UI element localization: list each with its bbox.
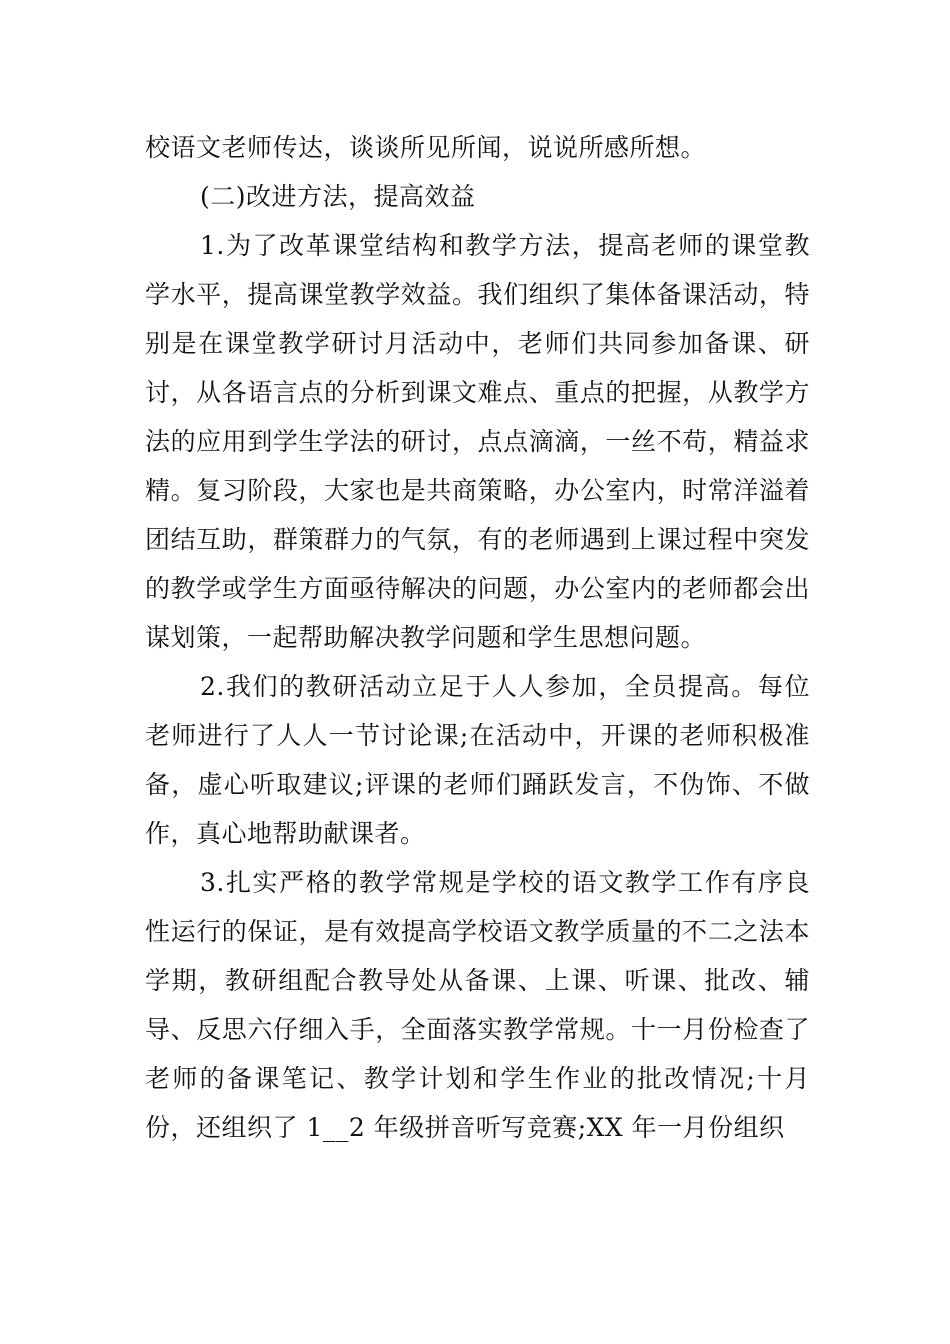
paragraph-continuation: 校语文老师传达，谈谈所见所闻，说说所感所想。 [145, 133, 707, 162]
paragraph-item-1: 1.为了改革课堂结构和教学方法，提高老师的课堂教学水平，提高课堂教学效益。我们组织了集体备课活动，特别是在课堂教学研讨月活动中，老师们共同参加备课、研讨，从各语言点的分析到课文难点、重点的把握，从教学方法的应用到学生学法的研讨，点点滴滴，一丝不苟，精益求精。复习阶段，大家也是共商策略，办公室内，时常洋溢着团结互助，群策群力的气氛，有的老师遇到上课过程中突发的教学或学生方面亟待解决的问题，办公室内的老师都会出谋划策，一起帮助解决教学问题和学生思想问题。 [145, 231, 810, 652]
paragraph-item-2: 2.我们的教研活动立足于人人参加，全员提高。每位老师进行了人人一节讨论课;在活动中，开课的老师积极准备，虚心听取建议;评课的老师们踊跃发言，不伪饰、不做作，真心地帮助献课者。 [145, 672, 810, 848]
paragraph-item-3: 3.扎实严格的教学常规是学校的语文教学工作有序良性运行的保证，是有效提高学校语文教学质量的不二之法本学期，教研组配合教导处从备课、上课、听课、批改、辅导、反思六仔细入手，全面落实教学常规。十一月份检查了老师的备课笔记、教学计划和学生作业的批改情况;十月份，还组织了 1__2 年级拼音听写竞赛;XX 年一月份组织 [145, 868, 810, 1142]
document-body [145, 123, 810, 1152]
section-heading: (二)改进方法，提高效益 [200, 182, 476, 211]
